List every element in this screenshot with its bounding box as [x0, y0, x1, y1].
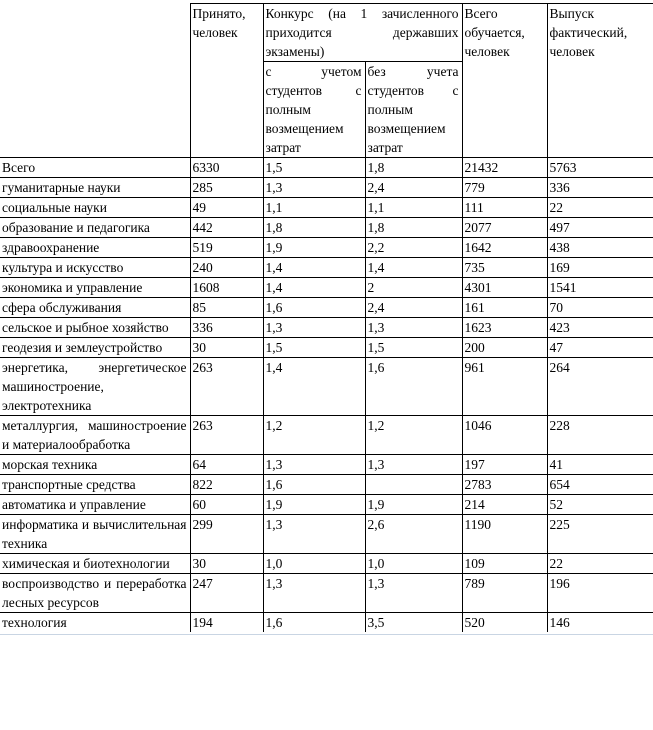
accepted-cell: 247	[190, 574, 263, 613]
accepted-cell: 519	[190, 238, 263, 258]
row-label-cell: металлургия, машиностроение и материалообработка	[0, 416, 190, 455]
table-row	[0, 238, 653, 258]
row-label-cell: экономика и управление	[0, 278, 190, 298]
graduates-cell: 47	[547, 338, 653, 358]
row-label-cell: сельское и рыбное хозяйство	[0, 318, 190, 338]
without-cost-cell: 1,3	[365, 574, 462, 613]
total-enrolled-cell: 109	[462, 554, 547, 574]
without-cost-cell: 1,8	[365, 218, 462, 238]
table-row	[0, 358, 653, 416]
table-row	[0, 338, 653, 358]
graduates-cell: 5763	[547, 158, 653, 178]
with-cost-cell: 1,0	[263, 554, 365, 574]
accepted-cell: 263	[190, 416, 263, 455]
without-cost-cell: 2	[365, 278, 462, 298]
without-cost-cell: 1,6	[365, 358, 462, 416]
row-label-cell: энергетика, энергетическое машиностроение, электротехника	[0, 358, 190, 416]
table-row	[0, 416, 653, 455]
with-cost-cell: 1,9	[263, 495, 365, 515]
with-cost-cell: 1,3	[263, 178, 365, 198]
with-cost-cell: 1,1	[263, 198, 365, 218]
without-cost-cell: 1,9	[365, 495, 462, 515]
accepted-cell: 60	[190, 495, 263, 515]
accepted-cell: 6330	[190, 158, 263, 178]
total-enrolled-cell: 1190	[462, 515, 547, 554]
table-row	[0, 495, 653, 515]
total-enrolled-cell: 961	[462, 358, 547, 416]
without-cost-cell: 1,8	[365, 158, 462, 178]
without-cost-cell: 1,3	[365, 455, 462, 475]
with-cost-cell: 1,5	[263, 158, 365, 178]
competition-column-group-header: Конкурс (на 1 зачисленного приходится державших экзамены)	[263, 4, 462, 62]
with-cost-cell: 1,2	[263, 416, 365, 455]
accepted-cell: 64	[190, 455, 263, 475]
total-enrolled-cell: 2783	[462, 475, 547, 495]
total-enrolled-cell: 161	[462, 298, 547, 318]
with-cost-cell: 1,6	[263, 475, 365, 495]
table-row	[0, 515, 653, 554]
actual-graduates-column-header: Выпуск фактический, человек	[547, 4, 653, 158]
row-label-cell: здравоохранение	[0, 238, 190, 258]
row-label-cell: морская техника	[0, 455, 190, 475]
graduates-cell: 336	[547, 178, 653, 198]
graduates-cell: 52	[547, 495, 653, 515]
without-cost-cell	[365, 475, 462, 495]
accepted-cell: 1608	[190, 278, 263, 298]
without-cost-cell: 2,4	[365, 298, 462, 318]
total-enrolled-cell: 520	[462, 613, 547, 633]
with-cost-cell: 1,9	[263, 238, 365, 258]
accepted-cell: 85	[190, 298, 263, 318]
accepted-cell: 30	[190, 338, 263, 358]
accepted-cell: 336	[190, 318, 263, 338]
accepted-cell: 442	[190, 218, 263, 238]
accepted-cell: 49	[190, 198, 263, 218]
header-row-1	[0, 4, 653, 62]
with-cost-cell: 1,3	[263, 574, 365, 613]
accepted-cell: 263	[190, 358, 263, 416]
table-body	[0, 158, 653, 633]
graduates-cell: 169	[547, 258, 653, 278]
graduates-cell: 228	[547, 416, 653, 455]
graduates-cell: 1541	[547, 278, 653, 298]
total-enrolled-cell: 779	[462, 178, 547, 198]
total-enrolled-cell: 4301	[462, 278, 547, 298]
table-row	[0, 554, 653, 574]
accepted-column-header: Принято, человек	[190, 4, 263, 158]
total-enrolled-cell: 21432	[462, 158, 547, 178]
graduates-cell: 22	[547, 554, 653, 574]
corner-header-cell	[0, 4, 190, 158]
graduates-cell: 225	[547, 515, 653, 554]
row-label-cell: сфера обслуживания	[0, 298, 190, 318]
without-cost-subcolumn-header: без учета студентов с полным возмещением затрат	[365, 62, 462, 158]
with-cost-cell: 1,4	[263, 258, 365, 278]
total-enrolled-cell: 789	[462, 574, 547, 613]
accepted-cell: 194	[190, 613, 263, 633]
graduates-cell: 423	[547, 318, 653, 338]
with-cost-cell: 1,6	[263, 298, 365, 318]
without-cost-cell: 2,4	[365, 178, 462, 198]
total-enrolled-cell: 197	[462, 455, 547, 475]
without-cost-cell: 1,0	[365, 554, 462, 574]
accepted-cell: 285	[190, 178, 263, 198]
row-label-cell: геодезия и землеустройство	[0, 338, 190, 358]
without-cost-cell: 1,4	[365, 258, 462, 278]
total-enrolled-cell: 111	[462, 198, 547, 218]
table-row	[0, 455, 653, 475]
accepted-cell: 240	[190, 258, 263, 278]
accepted-cell: 822	[190, 475, 263, 495]
row-label-cell: культура и искусство	[0, 258, 190, 278]
without-cost-cell: 1,2	[365, 416, 462, 455]
table-row	[0, 613, 653, 633]
accepted-cell: 30	[190, 554, 263, 574]
table-row	[0, 198, 653, 218]
total-enrolled-cell: 735	[462, 258, 547, 278]
table-row	[0, 178, 653, 198]
total-enrolled-cell: 2077	[462, 218, 547, 238]
table-row	[0, 475, 653, 495]
row-label-cell: Всего	[0, 158, 190, 178]
total-enrolled-cell: 200	[462, 338, 547, 358]
with-cost-cell: 1,3	[263, 455, 365, 475]
with-cost-cell: 1,3	[263, 515, 365, 554]
with-cost-cell: 1,4	[263, 278, 365, 298]
without-cost-cell: 2,2	[365, 238, 462, 258]
row-label-cell: химическая и биотехнологии	[0, 554, 190, 574]
table-row	[0, 574, 653, 613]
with-cost-cell: 1,6	[263, 613, 365, 633]
total-enrolled-cell: 1623	[462, 318, 547, 338]
accepted-cell: 299	[190, 515, 263, 554]
without-cost-cell: 1,1	[365, 198, 462, 218]
graduates-cell: 22	[547, 198, 653, 218]
with-cost-cell: 1,4	[263, 358, 365, 416]
table-header	[0, 4, 653, 158]
without-cost-cell: 1,3	[365, 318, 462, 338]
row-label-cell: воспроизводство и переработка лесных ресурсов	[0, 574, 190, 613]
row-label-cell: технология	[0, 613, 190, 633]
total-enrolled-cell: 1642	[462, 238, 547, 258]
with-cost-cell: 1,3	[263, 318, 365, 338]
admission-statistics-table	[0, 3, 653, 632]
row-label-cell: образование и педагогика	[0, 218, 190, 238]
row-label-cell: гуманитарные науки	[0, 178, 190, 198]
graduates-cell: 497	[547, 218, 653, 238]
with-cost-subcolumn-header: с учетом студентов с полным возмещением затрат	[263, 62, 365, 158]
without-cost-cell: 2,6	[365, 515, 462, 554]
graduates-cell: 654	[547, 475, 653, 495]
without-cost-cell: 1,5	[365, 338, 462, 358]
row-label-cell: социальные науки	[0, 198, 190, 218]
without-cost-cell: 3,5	[365, 613, 462, 633]
table-row	[0, 158, 653, 178]
table-row	[0, 318, 653, 338]
graduates-cell: 196	[547, 574, 653, 613]
total-enrolled-cell: 1046	[462, 416, 547, 455]
with-cost-cell: 1,5	[263, 338, 365, 358]
row-label-cell: транспортные средства	[0, 475, 190, 495]
row-label-cell: автоматика и управление	[0, 495, 190, 515]
table-row	[0, 278, 653, 298]
graduates-cell: 264	[547, 358, 653, 416]
graduates-cell: 146	[547, 613, 653, 633]
row-label-cell: информатика и вычислительная техника	[0, 515, 190, 554]
graduates-cell: 438	[547, 238, 653, 258]
graduates-cell: 70	[547, 298, 653, 318]
table-row	[0, 218, 653, 238]
with-cost-cell: 1,8	[263, 218, 365, 238]
table-row	[0, 298, 653, 318]
total-enrolled-cell: 214	[462, 495, 547, 515]
graduates-cell: 41	[547, 455, 653, 475]
window-bottom-edge	[0, 634, 653, 635]
total-enrolled-column-header: Всего обучается, человек	[462, 4, 547, 158]
table-row	[0, 258, 653, 278]
